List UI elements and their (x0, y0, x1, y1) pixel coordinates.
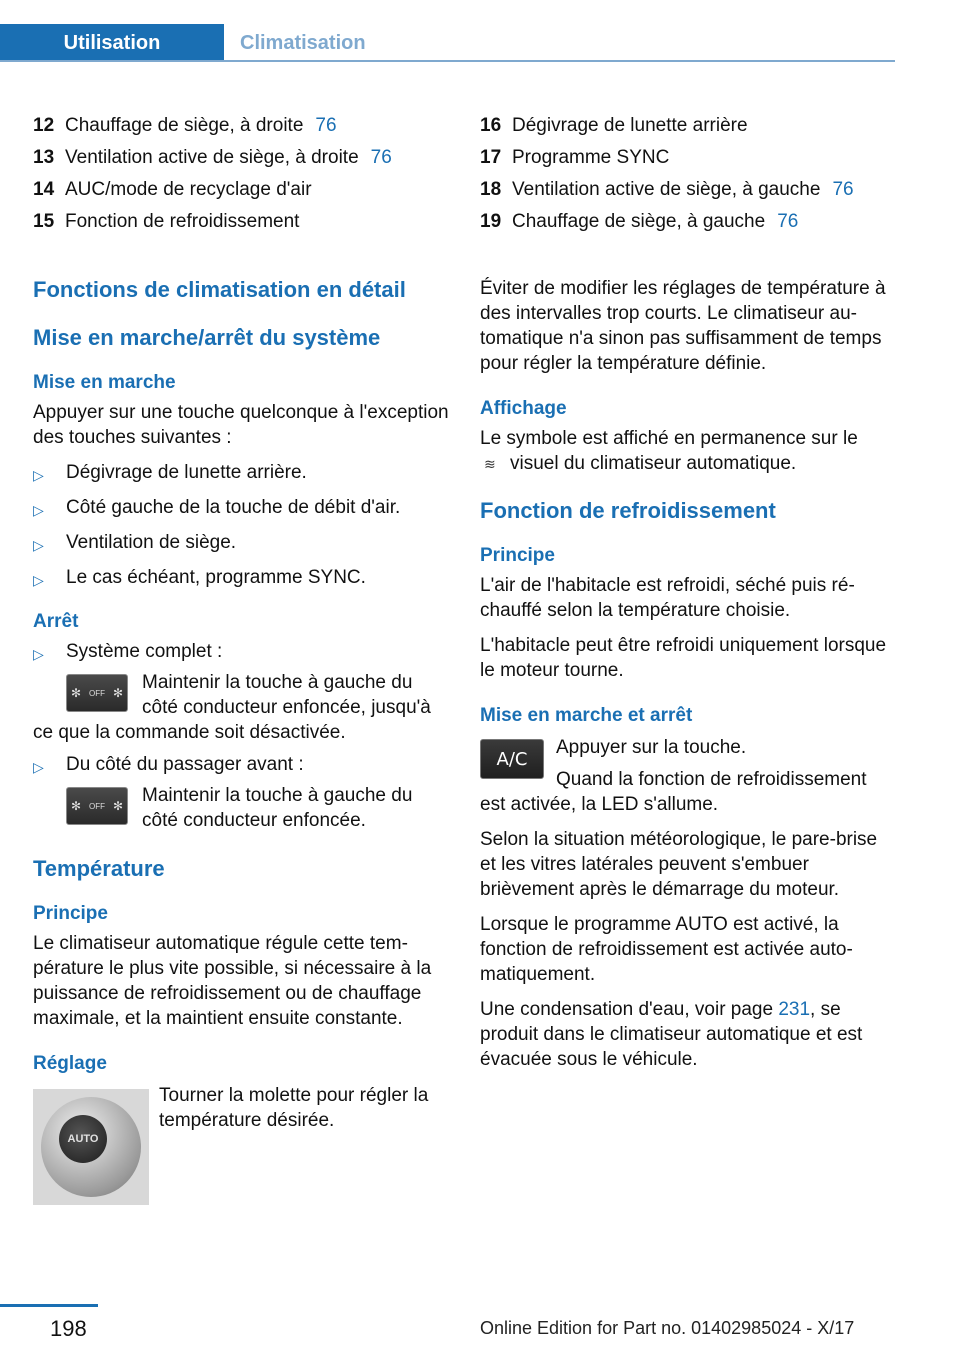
triangle-bullet-icon: ▷ (33, 572, 44, 588)
edition-text: Online Edition for Part no. 01402985024 - X/17 (480, 1318, 855, 1338)
legend-item (480, 206, 895, 238)
paragraph-principle-2: L'habitacle peut être refroidi uniquement lorsque le moteur tourne. (480, 635, 887, 681)
fan-icon: ✻ (112, 685, 123, 700)
triangle-bullet-icon: ▷ (33, 537, 44, 553)
fan-off-button-image: ✻ OFF ✻ (66, 674, 128, 712)
list-item: ▷ Du côté du passager avant : ✻ OFF ✻ Maintenir la touche à gauche du côté conducteur enfoncée. (33, 754, 413, 831)
legend-number: 15 (33, 211, 55, 232)
triangle-bullet-icon: ▷ (33, 502, 44, 518)
paragraph-setting: Tourner la molette pour régler la température désirée. (159, 1085, 429, 1131)
bullet-list-off (33, 639, 453, 833)
fan-icon: ✻ (70, 685, 82, 700)
subsection-title-onoff: Mise en marche/arrêt du système (33, 325, 381, 350)
ac-button-image: A/C (480, 739, 544, 779)
auto-button-icon: AUTO (59, 1115, 107, 1163)
legend-item (33, 206, 453, 238)
header-divider (0, 60, 895, 62)
paragraph-avoid: Éviter de modifier les réglages de température à des intervalles trop courts. Le climatiseur automatique n'a sinon pas suffisamment de temps pour régler la température définie. (480, 278, 886, 374)
legend-item (480, 142, 895, 174)
heading-principe: Principe (33, 903, 108, 924)
legend-text: Chauffage de siège, à droite (65, 115, 304, 136)
footer-divider (0, 1304, 98, 1307)
section-title: Fonctions de climatisation en détail (33, 277, 406, 302)
legend-item (480, 174, 895, 206)
legend-right (480, 110, 895, 238)
tab-utilisation[interactable]: Utilisation (0, 24, 224, 62)
triangle-bullet-icon: ▷ (33, 467, 44, 483)
heading-affichage: Affichage (480, 398, 567, 419)
page-link[interactable]: 76 (832, 179, 854, 200)
legend-number: 17 (480, 147, 502, 168)
heading-reglage: Réglage (33, 1053, 107, 1074)
triangle-bullet-icon: ▷ (33, 759, 44, 775)
legend-text: Programme SYNC (512, 147, 670, 168)
legend-item (33, 110, 453, 142)
paragraph-led: Quand la fonction de refroidissement est activée, la LED s'allume. (480, 769, 867, 815)
list-item: ▷ Côté gauche de la touche de débit d'air. (33, 495, 453, 523)
page-link[interactable]: 76 (315, 115, 337, 136)
paragraph-condensation: Une condensation d'eau, voir page 231, se produit dans le climatiseur automatique et est évacuée sous le véhicule. (480, 999, 863, 1070)
tab-climatisation[interactable]: Climatisation (240, 31, 366, 54)
list-item: ▷ Système complet : ✻ OFF ✻ Maintenir la touche à gauche du côté conducteur enfoncée, jusqu'à ce que la commande soit désactivée. (33, 641, 431, 743)
legend-text: Dégivrage de lunette arrière (512, 115, 748, 136)
legend-text: Ventilation active de siège, à gauche (512, 179, 821, 200)
legend-number: 13 (33, 147, 55, 168)
legend-text: Chauffage de siège, à gauche (512, 211, 766, 232)
legend-text: AUC/mode de recyclage d'air (65, 179, 312, 200)
fan-icon: ✻ (112, 798, 123, 813)
heading-mise-en-marche-et-arret: Mise en marche et arrêt (480, 705, 693, 726)
legend-left (33, 110, 453, 238)
legend-number: 16 (480, 115, 502, 136)
defrost-symbol-icon: ≋ (484, 456, 496, 472)
legend-number: 12 (33, 115, 55, 136)
list-item: ▷ Le cas échéant, programme SYNC. (33, 565, 453, 593)
temperature-knob-image (33, 1089, 149, 1205)
list-item: ▷ Dégivrage de lunette arrière. (33, 460, 453, 488)
legend-number: 19 (480, 211, 502, 232)
left-column (33, 110, 453, 1205)
triangle-bullet-icon: ▷ (33, 646, 44, 662)
legend-text: Ventilation active de siège, à droite (65, 147, 359, 168)
paragraph-press: Appuyer sur la touche. (556, 737, 747, 758)
fan-off-button-image: ✻ OFF ✻ (66, 787, 128, 825)
heading-arret: Arrêt (33, 611, 79, 632)
paragraph-on: Appuyer sur une touche quelconque à l'exception des touches suivantes : (33, 402, 449, 448)
paragraph-display: Le symbole est affiché en permanence sur le ≋ visuel du climatiseur automatique. (480, 426, 895, 477)
legend-number: 18 (480, 179, 502, 200)
paragraph-weather: Selon la situation météorologique, le pare-brise et les vitres latérales peuvent s'embuer brièvement après le démarrage du moteur. (480, 829, 878, 900)
paragraph-principle: Le climatiseur automatique régule cette température le plus vite possible, si nécessaire à la puissance de refroidissement ou de chauffage maximale, et la maintient ensuite constante. (33, 933, 432, 1029)
legend-text: Fonction de refroidissement (65, 211, 300, 232)
paragraph-principle-1: L'air de l'habitacle est refroidi, séché puis réchauffé selon la température choisie. (480, 575, 855, 621)
fan-icon: ✻ (70, 798, 82, 813)
bullet-list-on (33, 460, 453, 593)
paragraph-auto: Lorsque le programme AUTO est activé, la fonction de refroidissement est activée automatiquement. (480, 914, 853, 985)
legend-number: 14 (33, 179, 55, 200)
page-link[interactable]: 76 (370, 147, 392, 168)
list-item: ▷ Ventilation de siège. (33, 530, 453, 558)
heading-principe: Principe (480, 545, 555, 566)
page-link[interactable]: 76 (777, 211, 799, 232)
right-column (480, 110, 895, 1082)
legend-item (33, 174, 453, 206)
page-header (0, 0, 960, 64)
subsection-title-temperature: Température (33, 856, 165, 881)
legend-item (33, 142, 453, 174)
heading-mise-en-marche: Mise en marche (33, 372, 176, 393)
legend-item (480, 110, 895, 142)
subsection-title-cooling: Fonction de refroidissement (480, 498, 776, 523)
page-number: 198 (50, 1316, 87, 1341)
page-link-231[interactable]: 231 (778, 999, 811, 1020)
